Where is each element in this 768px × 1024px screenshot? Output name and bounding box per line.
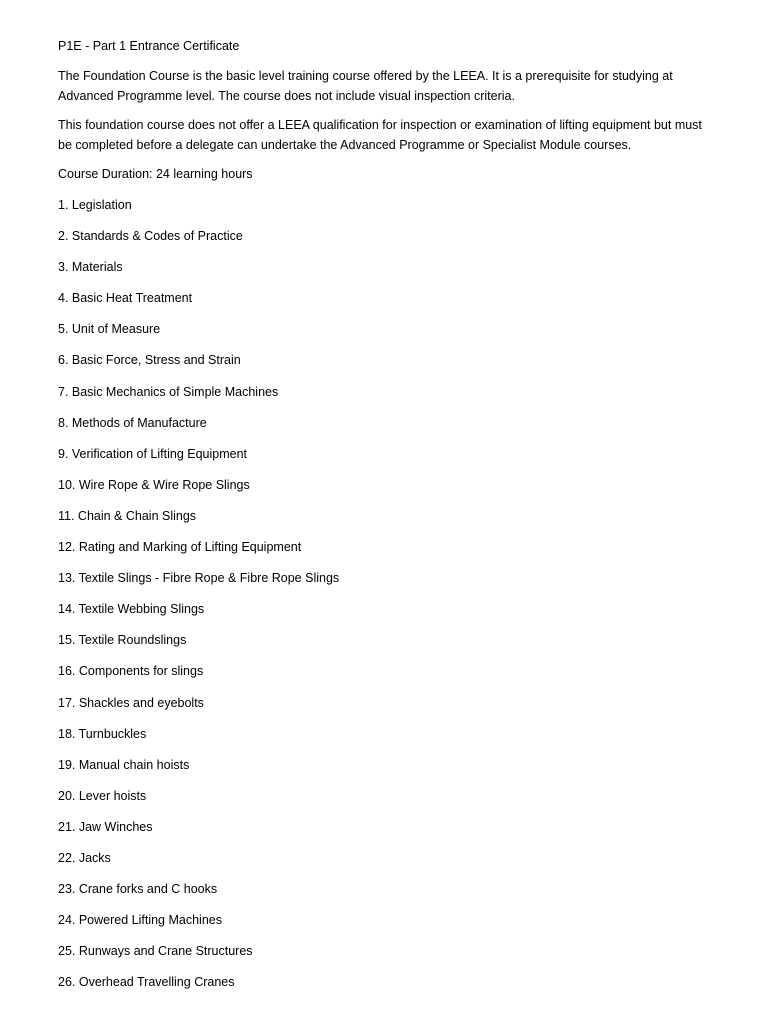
topic-item: 1. Legislation <box>58 198 132 212</box>
topic-item: 14. Textile Webbing Slings <box>58 602 205 617</box>
topic-item: 12. Rating and Marking of Lifting Equipment <box>58 540 302 555</box>
topic-item: 15. Textile Roundslings <box>58 633 187 648</box>
topic-item: 2. Standards & Codes of Practice <box>58 229 243 244</box>
topic-item: 5. Unit of Measure <box>58 322 161 337</box>
topic-item: 20. Lever hoists <box>58 788 147 803</box>
topic-item: 25. Runways and Crane Structures <box>58 944 253 959</box>
intro-paragraph: The Foundation Course is the basic level training course offered by the LEEA. It is a prerequisite for studying at Advanced Programme level. The course does not include visual inspection criteria. <box>58 69 673 103</box>
topic-item: 4. Basic Heat Treatment <box>58 291 193 306</box>
course-duration: Course Duration: 24 learning hours <box>58 167 253 181</box>
topic-item: 7. Basic Mechanics of Simple Machines <box>58 384 279 399</box>
topic-item: 19. Manual chain hoists <box>58 757 190 772</box>
topic-item: 26. Overhead Travelling Cranes <box>58 975 235 990</box>
topic-item: 13. Textile Slings - Fibre Rope & Fibre Rope Slings <box>58 571 340 586</box>
topic-item: 17. Shackles and eyebolts <box>58 695 204 710</box>
topic-item: 3. Materials <box>58 260 123 275</box>
topic-item: 6. Basic Force, Stress and Strain <box>58 353 241 368</box>
topic-list <box>58 196 718 1004</box>
topic-item: 10. Wire Rope & Wire Rope Slings <box>58 477 250 492</box>
topic-item: 16. Components for slings <box>58 664 204 679</box>
topic-item: 11. Chain & Chain Slings <box>58 508 197 523</box>
topic-item: 22. Jacks <box>58 850 111 865</box>
topic-item: 24. Powered Lifting Machines <box>58 913 222 928</box>
topic-item: 9. Verification of Lifting Equipment <box>58 446 248 461</box>
qualification-paragraph: This foundation course does not offer a LEEA qualification for inspection or examination of lifting equipment but must be completed before a delegate can undertake the Advanced Programme or Specialist Module courses. <box>58 118 702 152</box>
topic-item: 8. Methods of Manufacture <box>58 415 207 430</box>
topic-item: 18. Turnbuckles <box>58 726 147 741</box>
document-page <box>58 37 718 1004</box>
topic-item: 23. Crane forks and C hooks <box>58 882 218 897</box>
topic-item: 21. Jaw Winches <box>58 819 153 834</box>
document-title: P1E - Part 1 Entrance Certificate <box>58 39 240 53</box>
